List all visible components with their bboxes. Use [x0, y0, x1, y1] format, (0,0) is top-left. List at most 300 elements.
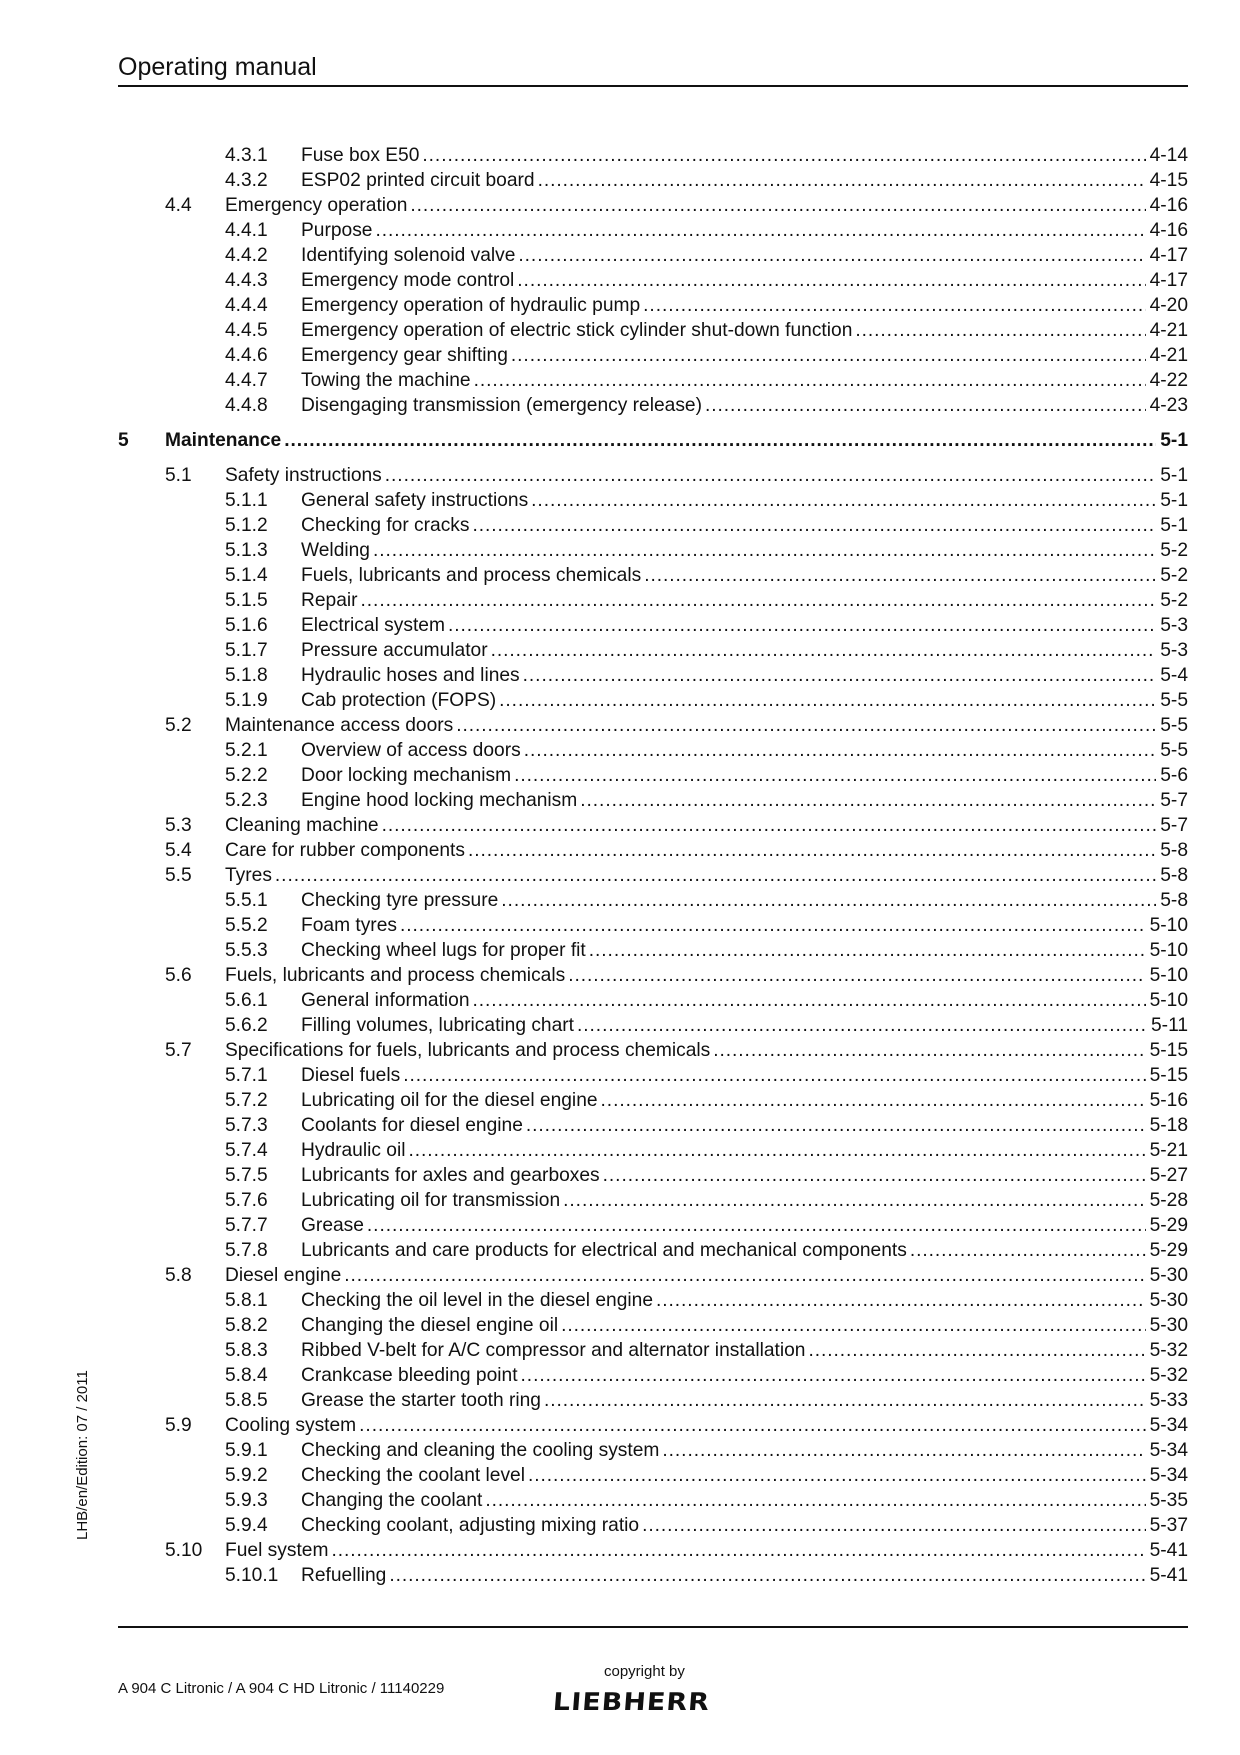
toc-section-number: 5.4	[165, 840, 192, 861]
toc-dot-leader	[521, 1363, 1146, 1388]
toc-section-number: 5.8	[165, 1265, 192, 1286]
toc-page-number: 5-7	[1160, 815, 1188, 836]
toc-row[interactable]	[118, 368, 1188, 393]
toc-section-number: 5.1.4	[225, 565, 268, 586]
toc-dot-leader	[375, 218, 1145, 243]
toc-section-title: Cab protection (FOPS)	[301, 690, 497, 711]
toc-page-number: 4-14	[1149, 145, 1188, 166]
toc-row[interactable]	[118, 788, 1188, 813]
toc-page-number: 5-10	[1149, 990, 1188, 1011]
toc-dot-leader	[501, 888, 1156, 913]
toc-dot-leader	[601, 1088, 1146, 1113]
toc-entry	[301, 1438, 1188, 1463]
toc-section-number: 5.7.8	[225, 1240, 268, 1261]
toc-dot-leader	[589, 938, 1146, 963]
toc-row[interactable]	[118, 1263, 1188, 1288]
toc-dot-leader	[511, 343, 1146, 368]
toc-page-number: 5-27	[1149, 1165, 1188, 1186]
toc-row[interactable]	[118, 1288, 1188, 1313]
toc-page-number: 5-32	[1149, 1365, 1188, 1386]
toc-row[interactable]	[118, 1113, 1188, 1138]
toc-entry	[301, 1163, 1188, 1188]
toc-section-title: Cleaning machine	[225, 815, 379, 836]
toc-entry	[301, 588, 1188, 613]
toc-dot-leader	[473, 988, 1146, 1013]
toc-section-number: 5.2.1	[225, 740, 268, 761]
toc-section-title: Fuels, lubricants and process chemicals	[225, 965, 566, 986]
toc-row[interactable]	[118, 1413, 1188, 1438]
toc-row[interactable]	[118, 218, 1188, 243]
toc-entry	[301, 318, 1188, 343]
toc-row[interactable]	[118, 393, 1188, 418]
toc-entry	[301, 143, 1188, 168]
toc-section-number: 5.7.3	[225, 1115, 268, 1136]
toc-section-number: 4.4.1	[225, 220, 268, 241]
toc-page-number: 5-10	[1149, 965, 1188, 986]
toc-section-number: 4.4.7	[225, 370, 268, 391]
toc-page-number: 5-29	[1149, 1240, 1188, 1261]
toc-row[interactable]	[118, 1063, 1188, 1088]
toc-row[interactable]	[118, 1388, 1188, 1413]
toc-entry	[301, 1313, 1188, 1338]
toc-entry	[301, 688, 1188, 713]
toc-entry	[301, 663, 1188, 688]
toc-entry	[225, 838, 1188, 863]
toc-row[interactable]	[118, 293, 1188, 318]
toc-row[interactable]	[118, 888, 1188, 913]
toc-dot-leader	[499, 688, 1156, 713]
toc-row[interactable]	[118, 1038, 1188, 1063]
toc-page-number: 4-15	[1149, 170, 1188, 191]
toc-section-title: Fuels, lubricants and process chemicals	[301, 565, 642, 586]
toc-dot-leader	[456, 713, 1156, 738]
toc-section-number: 5.7.5	[225, 1165, 268, 1186]
toc-page-number: 5-8	[1160, 890, 1188, 911]
toc-section-number: 5.8.3	[225, 1340, 268, 1361]
toc-section-title: Door locking mechanism	[301, 765, 512, 786]
toc-page-number: 5-3	[1160, 615, 1188, 636]
toc-row[interactable]	[118, 1088, 1188, 1113]
toc-entry	[301, 1238, 1188, 1263]
toc-dot-leader	[410, 193, 1145, 218]
toc-section-title: General information	[301, 990, 470, 1011]
toc-row[interactable]	[118, 143, 1188, 168]
toc-page-number: 5-33	[1149, 1390, 1188, 1411]
toc-page-number: 5-41	[1149, 1540, 1188, 1561]
toc-row[interactable]	[118, 1538, 1188, 1563]
toc-entry	[301, 218, 1188, 243]
toc-section-title: Hydraulic hoses and lines	[301, 665, 520, 686]
edition-side-text: LHB/en/Edition: 07 / 2011	[74, 1370, 91, 1540]
toc-page-number: 5-30	[1149, 1290, 1188, 1311]
toc-dot-leader	[518, 243, 1145, 268]
toc-dot-leader	[544, 1388, 1146, 1413]
toc-page-number: 5-2	[1160, 565, 1188, 586]
toc-dot-leader	[472, 513, 1156, 538]
toc-dot-leader	[524, 738, 1157, 763]
toc-section-title: Fuel system	[225, 1540, 329, 1561]
toc-dot-leader	[367, 1213, 1146, 1238]
toc-entry	[301, 488, 1188, 513]
toc-section-number: 5.8.5	[225, 1390, 268, 1411]
toc-section-title: Refuelling	[301, 1565, 387, 1586]
toc-entry	[301, 1288, 1188, 1313]
toc-section-title: Diesel fuels	[301, 1065, 401, 1086]
toc-section-title: Fuse box E50	[301, 145, 420, 166]
toc-row[interactable]	[118, 1188, 1188, 1213]
toc-dot-leader	[517, 268, 1145, 293]
toc-page-number: 5-1	[1160, 465, 1188, 486]
toc-dot-leader	[275, 863, 1156, 888]
toc-row[interactable]	[118, 538, 1188, 563]
toc-dot-leader	[331, 1538, 1145, 1563]
toc-entry	[301, 1063, 1188, 1088]
toc-dot-leader	[491, 638, 1157, 663]
toc-page-number: 5-34	[1149, 1415, 1188, 1436]
toc-page-number: 5-8	[1160, 865, 1188, 886]
toc-entry	[301, 268, 1188, 293]
toc-row[interactable]	[118, 1238, 1188, 1263]
toc-page-number: 5-5	[1160, 690, 1188, 711]
toc-row[interactable]	[118, 1213, 1188, 1238]
toc-row[interactable]	[118, 243, 1188, 268]
toc-row[interactable]	[118, 1513, 1188, 1538]
toc-dot-leader	[705, 393, 1146, 418]
toc-entry	[225, 1263, 1188, 1288]
toc-row[interactable]	[118, 513, 1188, 538]
toc-section-title: Maintenance access doors	[225, 715, 454, 736]
toc-dot-leader	[448, 613, 1156, 638]
toc-section-title: Grease	[301, 1215, 364, 1236]
toc-row[interactable]	[118, 738, 1188, 763]
toc-dot-leader	[284, 428, 1156, 453]
toc-entry	[301, 368, 1188, 393]
toc-dot-leader	[642, 1513, 1145, 1538]
toc-dot-leader	[400, 913, 1146, 938]
toc-page-number: 5-18	[1149, 1115, 1188, 1136]
toc-section-number: 4.4.2	[225, 245, 268, 266]
toc-entry	[301, 343, 1188, 368]
toc-section-title: Lubricating oil for transmission	[301, 1190, 561, 1211]
toc-row[interactable]	[118, 988, 1188, 1013]
toc-entry	[301, 1463, 1188, 1488]
toc-row[interactable]	[118, 343, 1188, 368]
toc-page-number: 5-7	[1160, 790, 1188, 811]
toc-section-number: 5.5	[165, 865, 192, 886]
toc-row[interactable]	[118, 168, 1188, 193]
toc-row[interactable]	[118, 463, 1188, 488]
toc-page-number: 5-29	[1149, 1215, 1188, 1236]
toc-entry	[225, 1038, 1188, 1063]
toc-page-number: 4-21	[1149, 320, 1188, 341]
toc-dot-leader	[568, 963, 1145, 988]
toc-section-number: 5.1.3	[225, 540, 268, 561]
toc-section-title: Care for rubber components	[225, 840, 465, 861]
toc-page-number: 4-21	[1149, 345, 1188, 366]
toc-page-number: 4-17	[1149, 270, 1188, 291]
toc-row[interactable]	[118, 1313, 1188, 1338]
toc-row[interactable]	[118, 563, 1188, 588]
toc-dot-leader	[361, 588, 1157, 613]
toc-section-title: Checking and cleaning the cooling system	[301, 1440, 660, 1461]
toc-section-title: ESP02 printed circuit board	[301, 170, 535, 191]
toc-section-title: General safety instructions	[301, 490, 529, 511]
toc-entry	[225, 863, 1188, 888]
toc-section-number: 5.2.2	[225, 765, 268, 786]
toc-page-number: 5-8	[1160, 840, 1188, 861]
toc-dot-leader	[603, 1163, 1146, 1188]
toc-section-number: 5.6.2	[225, 1015, 268, 1036]
toc-section-number: 5.5.1	[225, 890, 268, 911]
page-header-title: Operating manual	[118, 53, 317, 81]
toc-entry	[301, 988, 1188, 1013]
toc-row[interactable]	[118, 838, 1188, 863]
toc-dot-leader	[409, 1138, 1146, 1163]
toc-dot-leader	[855, 318, 1145, 343]
toc-chapter-row[interactable]	[118, 428, 1188, 453]
toc-section-number: 5	[118, 430, 129, 451]
toc-entry	[301, 168, 1188, 193]
toc-section-number: 5.6.1	[225, 990, 268, 1011]
toc-row[interactable]	[118, 1138, 1188, 1163]
toc-row[interactable]	[118, 1338, 1188, 1363]
toc-section-number: 5.8.4	[225, 1365, 268, 1386]
toc-row[interactable]	[118, 863, 1188, 888]
toc-entry	[165, 428, 1188, 453]
toc-section-title: Checking the oil level in the diesel engine	[301, 1290, 653, 1311]
toc-page-number: 5-4	[1160, 665, 1188, 686]
toc-page-number: 4-22	[1149, 370, 1188, 391]
toc-section-number: 5.1.6	[225, 615, 268, 636]
toc-entry	[225, 1538, 1188, 1563]
toc-section-number: 5.7.7	[225, 1215, 268, 1236]
toc-entry	[301, 1338, 1188, 1363]
toc-section-title: Specifications for fuels, lubricants and process chemicals	[225, 1040, 711, 1061]
toc-section-title: Emergency operation of electric stick cylinder shut-down function	[301, 320, 853, 341]
toc-page-number: 5-5	[1160, 740, 1188, 761]
toc-section-title: Ribbed V-belt for A/C compressor and alternator installation	[301, 1340, 806, 1361]
toc-page-number: 4-17	[1149, 245, 1188, 266]
toc-page-number: 4-16	[1149, 220, 1188, 241]
toc-section-title: Overview of access doors	[301, 740, 521, 761]
toc-entry	[225, 193, 1188, 218]
toc-dot-leader	[389, 1563, 1145, 1588]
toc-page-number: 5-11	[1151, 1015, 1188, 1036]
toc-row[interactable]	[118, 268, 1188, 293]
toc-dot-leader	[561, 1313, 1146, 1338]
toc-section-number: 5.10	[165, 1540, 203, 1561]
toc-row[interactable]	[118, 1463, 1188, 1488]
toc-row[interactable]	[118, 1013, 1188, 1038]
toc-page-number: 5-28	[1149, 1190, 1188, 1211]
toc-section-number: 5.9	[165, 1415, 192, 1436]
toc-section-title: Diesel engine	[225, 1265, 342, 1286]
toc-row[interactable]	[118, 688, 1188, 713]
toc-row[interactable]	[118, 813, 1188, 838]
toc-row[interactable]	[118, 1363, 1188, 1388]
toc-row[interactable]	[118, 613, 1188, 638]
toc-row[interactable]	[118, 1438, 1188, 1463]
toc-section-title: Emergency gear shifting	[301, 345, 508, 366]
toc-dot-leader	[514, 763, 1156, 788]
toc-entry	[301, 513, 1188, 538]
toc-page-number: 5-1	[1160, 430, 1188, 451]
toc-dot-leader	[373, 538, 1156, 563]
toc-entry	[301, 613, 1188, 638]
toc-page-number: 5-15	[1149, 1040, 1188, 1061]
toc-section-title: Crankcase bleeding point	[301, 1365, 518, 1386]
toc-page-number: 5-37	[1149, 1515, 1188, 1536]
toc-page-number: 5-10	[1149, 940, 1188, 961]
liebherr-logo: LIEBHERR	[551, 1688, 711, 1717]
toc-section-title: Checking tyre pressure	[301, 890, 499, 911]
toc-section-number: 4.4.6	[225, 345, 268, 366]
toc-entry	[301, 1138, 1188, 1163]
footer-divider	[118, 1626, 1188, 1628]
toc-entry	[301, 1388, 1188, 1413]
toc-row[interactable]	[118, 1563, 1188, 1588]
toc-dot-leader	[713, 1038, 1145, 1063]
toc-entry	[301, 1188, 1188, 1213]
toc-page-number: 5-16	[1149, 1090, 1188, 1111]
toc-section-title: Repair	[301, 590, 358, 611]
toc-page-number: 5-15	[1149, 1065, 1188, 1086]
toc-row[interactable]	[118, 763, 1188, 788]
toc-page-number: 4-16	[1149, 195, 1188, 216]
toc-dot-leader	[643, 293, 1145, 318]
toc-dot-leader	[577, 1013, 1147, 1038]
toc-row[interactable]	[118, 1163, 1188, 1188]
toc-entry	[225, 1413, 1188, 1438]
toc-section-title: Maintenance	[165, 430, 282, 451]
toc-entry	[301, 788, 1188, 813]
toc-entry	[301, 1013, 1188, 1038]
toc-entry	[301, 913, 1188, 938]
footer-document-id: A 904 C Litronic / A 904 C HD Litronic / 11140229	[118, 1680, 445, 1697]
toc-dot-leader	[644, 563, 1156, 588]
toc-entry	[225, 713, 1188, 738]
toc-section-title: Pressure accumulator	[301, 640, 488, 661]
toc-dot-leader	[485, 1488, 1145, 1513]
toc-section-title: Safety instructions	[225, 465, 382, 486]
toc-dot-leader	[523, 663, 1157, 688]
toc-row[interactable]	[118, 938, 1188, 963]
toc-dot-leader	[808, 1338, 1145, 1363]
toc-section-number: 5.6	[165, 965, 192, 986]
toc-dot-leader	[656, 1288, 1146, 1313]
toc-entry	[301, 1113, 1188, 1138]
toc-dot-leader	[580, 788, 1156, 813]
toc-section-title: Grease the starter tooth ring	[301, 1390, 541, 1411]
toc-dot-leader	[910, 1238, 1146, 1263]
toc-dot-leader	[528, 1463, 1146, 1488]
toc-section-number: 5.7.6	[225, 1190, 268, 1211]
toc-entry	[301, 1088, 1188, 1113]
toc-page-number: 5-35	[1149, 1490, 1188, 1511]
toc-section-title: Checking the coolant level	[301, 1465, 525, 1486]
toc-row[interactable]	[118, 318, 1188, 343]
toc-section-title: Welding	[301, 540, 370, 561]
toc-entry	[225, 463, 1188, 488]
toc-section-number: 4.4.5	[225, 320, 268, 341]
toc-row[interactable]	[118, 963, 1188, 988]
toc-dot-leader	[468, 838, 1156, 863]
toc-row[interactable]	[118, 713, 1188, 738]
toc-dot-leader	[474, 368, 1146, 393]
toc-section-title: Lubricants and care products for electrical and mechanical components	[301, 1240, 907, 1261]
toc-section-number: 5.7	[165, 1040, 192, 1061]
toc-section-number: 4.4.4	[225, 295, 268, 316]
toc-section-title: Identifying solenoid valve	[301, 245, 516, 266]
toc-row[interactable]	[118, 588, 1188, 613]
toc-row[interactable]	[118, 913, 1188, 938]
toc-page-number: 4-23	[1149, 395, 1188, 416]
toc-page-number: 4-20	[1149, 295, 1188, 316]
toc-entry	[301, 738, 1188, 763]
table-of-contents	[118, 143, 1188, 1588]
toc-page-number: 5-34	[1149, 1440, 1188, 1461]
toc-dot-leader	[385, 463, 1156, 488]
toc-entry	[301, 638, 1188, 663]
toc-entry	[301, 393, 1188, 418]
toc-section-title: Electrical system	[301, 615, 445, 636]
header-divider	[118, 85, 1188, 87]
toc-section-title: Checking for cracks	[301, 515, 470, 536]
toc-row[interactable]	[118, 488, 1188, 513]
toc-entry	[301, 1513, 1188, 1538]
toc-row[interactable]	[118, 193, 1188, 218]
toc-page-number: 5-1	[1160, 490, 1188, 511]
toc-dot-leader	[563, 1188, 1145, 1213]
toc-section-number: 5.9.1	[225, 1440, 268, 1461]
toc-entry	[301, 938, 1188, 963]
toc-section-title: Filling volumes, lubricating chart	[301, 1015, 575, 1036]
toc-entry	[301, 888, 1188, 913]
toc-page-number: 5-32	[1149, 1340, 1188, 1361]
toc-section-number: 5.2	[165, 715, 192, 736]
toc-page-number: 5-2	[1160, 590, 1188, 611]
toc-section-title: Engine hood locking mechanism	[301, 790, 578, 811]
toc-entry	[225, 963, 1188, 988]
toc-entry	[301, 1488, 1188, 1513]
toc-section-title: Changing the diesel engine oil	[301, 1315, 559, 1336]
toc-dot-leader	[526, 1113, 1146, 1138]
toc-entry	[301, 538, 1188, 563]
toc-section-number: 5.10.1	[225, 1565, 279, 1586]
toc-row[interactable]	[118, 1488, 1188, 1513]
toc-section-title: Changing the coolant	[301, 1490, 483, 1511]
toc-row[interactable]	[118, 638, 1188, 663]
toc-section-number: 5.1.9	[225, 690, 268, 711]
toc-section-number: 5.2.3	[225, 790, 268, 811]
toc-section-number: 5.1.7	[225, 640, 268, 661]
toc-page-number: 5-3	[1160, 640, 1188, 661]
toc-section-title: Coolants for diesel engine	[301, 1115, 523, 1136]
toc-section-number: 5.5.2	[225, 915, 268, 936]
toc-section-title: Towing the machine	[301, 370, 471, 391]
toc-row[interactable]	[118, 663, 1188, 688]
toc-dot-leader	[382, 813, 1157, 838]
toc-section-title: Emergency mode control	[301, 270, 515, 291]
toc-section-title: Emergency operation of hydraulic pump	[301, 295, 641, 316]
toc-page-number: 5-2	[1160, 540, 1188, 561]
toc-section-number: 5.1.5	[225, 590, 268, 611]
toc-section-number: 5.9.4	[225, 1515, 268, 1536]
toc-section-number: 5.9.3	[225, 1490, 268, 1511]
toc-entry	[301, 1563, 1188, 1588]
toc-section-number: 5.9.2	[225, 1465, 268, 1486]
toc-entry	[301, 1363, 1188, 1388]
